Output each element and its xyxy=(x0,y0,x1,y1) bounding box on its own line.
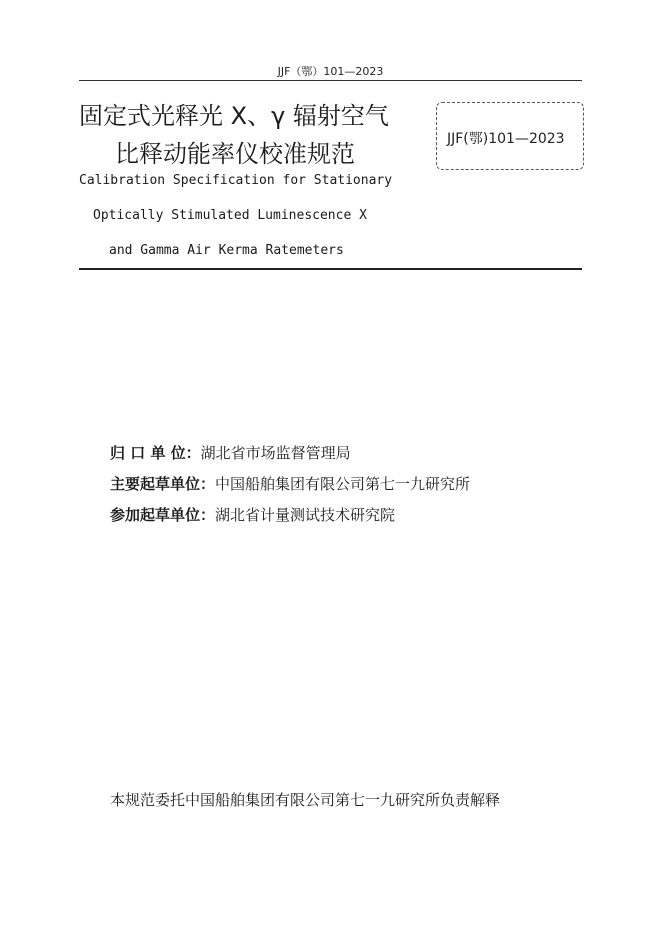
org-value: 湖北省计量测试技术研究院 xyxy=(215,506,396,524)
standard-number-box xyxy=(436,102,584,170)
chinese-title-line-1: 固定式光释光 X、γ 辐射空气 xyxy=(79,102,389,130)
org-row-main-drafter xyxy=(110,473,470,494)
org-value: 湖北省市场监督管理局 xyxy=(200,444,351,462)
standard-number: JJF(鄂)101—2023 xyxy=(447,131,565,147)
org-row-responsible xyxy=(110,442,351,463)
org-label: 归 口 单 位： xyxy=(110,444,201,462)
chinese-title-line-2: 比释动能率仪校准规范 xyxy=(115,140,355,168)
title-divider xyxy=(79,268,582,270)
org-value: 中国船舶集团有限公司第七一九研究所 xyxy=(215,475,471,493)
english-title-line-2: Optically Stimulated Luminescence X xyxy=(93,208,367,223)
interpretation-note: 本规范委托中国船舶集团有限公司第七一九研究所负责解释 xyxy=(110,791,501,809)
english-title-line-3: and Gamma Air Kerma Ratemeters xyxy=(109,243,344,258)
english-title-line-1: Calibration Specification for Stationary xyxy=(79,173,393,188)
org-label: 参加起草单位： xyxy=(110,506,216,524)
header-rule xyxy=(79,80,582,81)
org-row-participating-drafter xyxy=(110,504,395,525)
running-header: JJF（鄂）101—2023 xyxy=(277,65,384,78)
org-label: 主要起草单位： xyxy=(110,475,216,493)
